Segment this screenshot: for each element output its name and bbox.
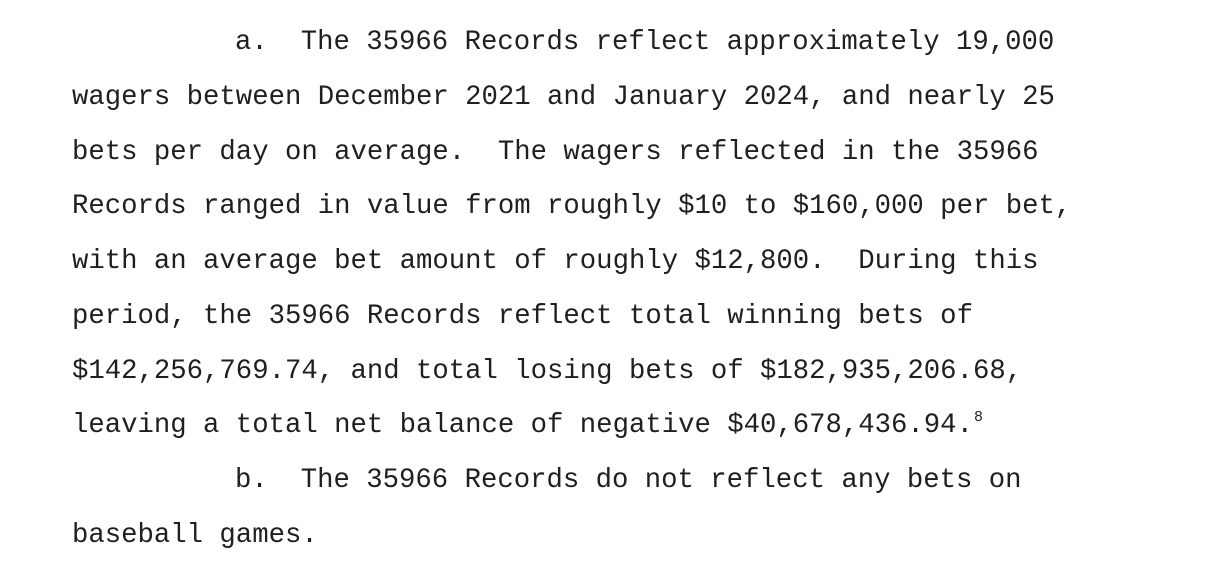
paragraph-a-line-8 xyxy=(72,406,983,446)
paragraph-a-line-3: bets per day on average. The wagers reflected in the 35966 xyxy=(72,137,1039,168)
paragraph-a-line-4: Records ranged in value from roughly $10 to $160,000 per bet, xyxy=(72,191,1072,222)
paragraph-a-line-1 xyxy=(72,23,1054,63)
paragraph-b-line-1 xyxy=(72,461,1022,501)
paragraph-a-line-5: with an average bet amount of roughly $12,800. During this xyxy=(72,246,1039,277)
paragraph-a-line-6: period, the 35966 Records reflect total winning bets of xyxy=(72,301,973,332)
paragraph-a-line-7: $142,256,769.74, and total losing bets of $182,935,206.68, xyxy=(72,356,1023,387)
paragraph-b-text: The 35966 Records do not reflect any bets on xyxy=(300,465,1022,496)
footnote-reference[interactable]: 8 xyxy=(973,409,983,426)
paragraph-a-line-2: wagers between December 2021 and January 2024, and nearly 25 xyxy=(72,82,1055,113)
paragraph-b-line-2: baseball games. xyxy=(72,520,318,551)
paragraph-a-text: The 35966 Records reflect approximately 19,000 xyxy=(300,27,1055,58)
paragraph-a-last-text: leaving a total net balance of negative $40,678,436.94. xyxy=(72,410,973,441)
paragraph-a-marker: a. xyxy=(235,27,268,58)
paragraph-b-marker: b. xyxy=(235,465,268,496)
